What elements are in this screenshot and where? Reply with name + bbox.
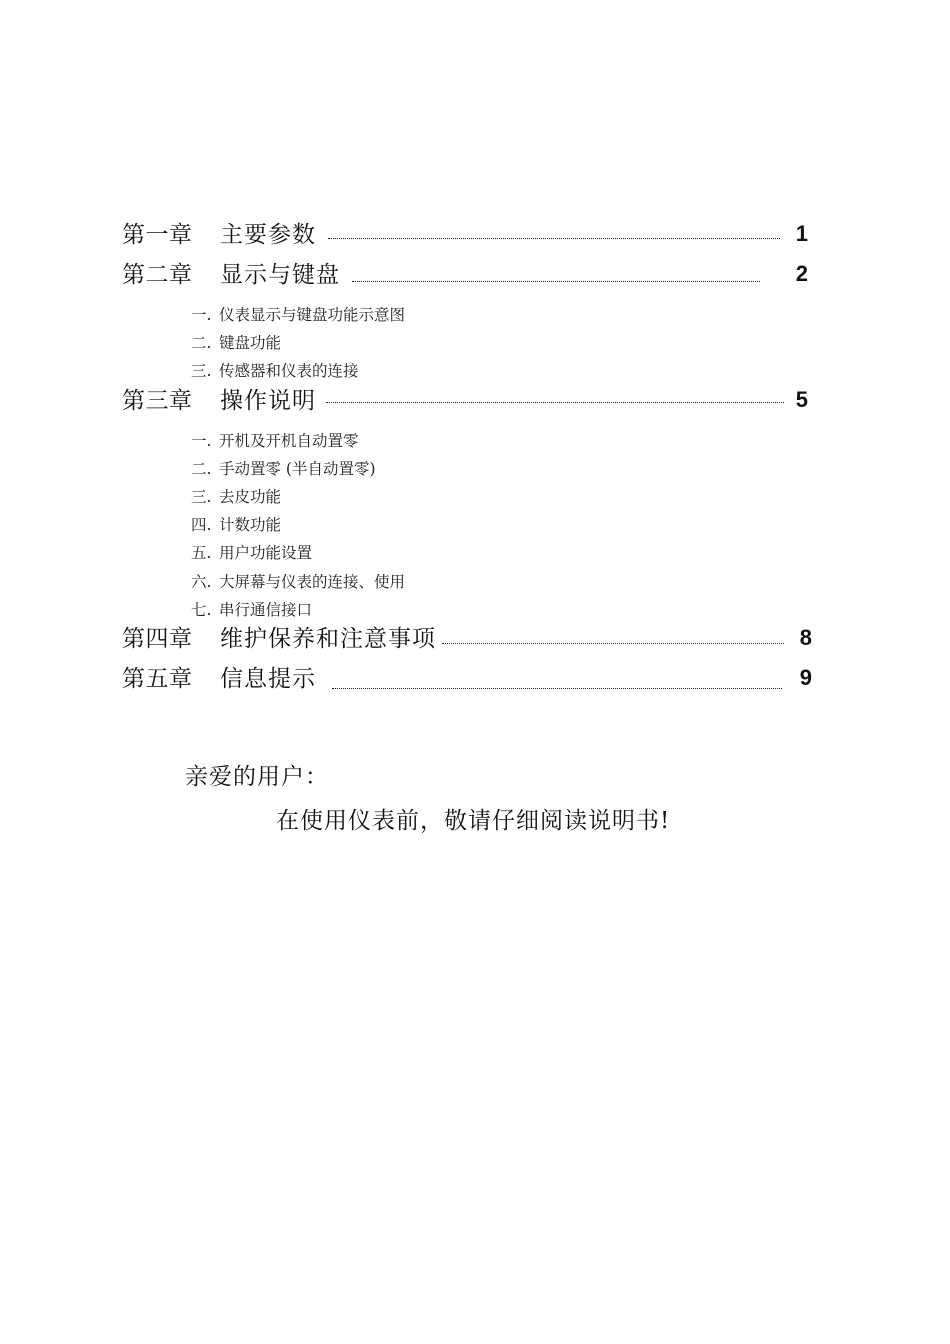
- section-title: 去皮功能: [219, 488, 282, 506]
- toc-section[interactable]: [191, 360, 359, 382]
- toc-section[interactable]: [191, 458, 376, 480]
- toc-section[interactable]: [191, 486, 281, 508]
- section-number: 五.: [191, 544, 212, 562]
- page-number: 1: [795, 221, 808, 246]
- section-number: 二.: [191, 460, 212, 478]
- page-number: 5: [795, 387, 808, 412]
- section-number: 一.: [191, 306, 212, 324]
- dot-leader: [332, 688, 782, 689]
- chapter-title: 维护保养和注意事项: [220, 626, 436, 652]
- section-title: 键盘功能: [219, 334, 282, 352]
- dot-leader: [352, 281, 760, 282]
- section-number: 四.: [191, 516, 212, 534]
- page-number: 8: [799, 625, 812, 650]
- toc-section[interactable]: [191, 571, 405, 593]
- section-number: 三.: [191, 362, 212, 380]
- chapter-number: 第四章: [122, 626, 193, 652]
- section-title: 大屏幕与仪表的连接、使用: [219, 573, 406, 591]
- dot-leader: [328, 238, 780, 239]
- toc-section[interactable]: [191, 430, 359, 452]
- section-title: 手动置零 (半自动置零): [219, 460, 376, 478]
- section-title: 计数功能: [219, 516, 282, 534]
- section-title: 开机及开机自动置零: [219, 432, 359, 450]
- toc-section[interactable]: [191, 304, 405, 326]
- section-title: 串行通信接口: [219, 601, 313, 619]
- page-number: 2: [795, 261, 808, 286]
- chapter-title: 操作说明: [220, 388, 316, 414]
- toc-section[interactable]: [191, 542, 312, 564]
- section-number: 七.: [191, 601, 212, 619]
- chapter-number: 第二章: [122, 262, 193, 288]
- section-title: 仪表显示与键盘功能示意图: [219, 306, 406, 324]
- chapter-title: 主要参数: [220, 222, 316, 248]
- greeting-text: 亲爱的用户：: [185, 764, 329, 790]
- toc-chapter-5[interactable]: [122, 660, 316, 694]
- toc-chapter-1[interactable]: [122, 216, 316, 250]
- toc-chapter-4[interactable]: [122, 620, 436, 654]
- toc-section[interactable]: [191, 514, 281, 536]
- section-title: 传感器和仪表的连接: [219, 362, 359, 380]
- page-number: 9: [799, 665, 812, 690]
- toc-section[interactable]: [191, 332, 281, 354]
- section-number: 二.: [191, 334, 212, 352]
- section-number: 一.: [191, 432, 212, 450]
- section-number: 三.: [191, 488, 212, 506]
- dot-leader: [326, 402, 784, 403]
- section-title: 用户功能设置: [219, 544, 313, 562]
- toc-section[interactable]: [191, 599, 312, 621]
- chapter-title: 信息提示: [220, 666, 316, 692]
- chapter-title: 显示与键盘: [220, 262, 340, 288]
- toc-chapter-2[interactable]: [122, 256, 340, 290]
- chapter-number: 第三章: [122, 388, 193, 414]
- section-number: 六.: [191, 573, 212, 591]
- chapter-number: 第五章: [122, 666, 193, 692]
- toc-chapter-3[interactable]: [122, 382, 316, 416]
- dot-leader: [442, 643, 784, 644]
- notice-text: 在使用仪表前，敬请仔细阅读说明书!: [276, 808, 671, 834]
- chapter-number: 第一章: [122, 222, 193, 248]
